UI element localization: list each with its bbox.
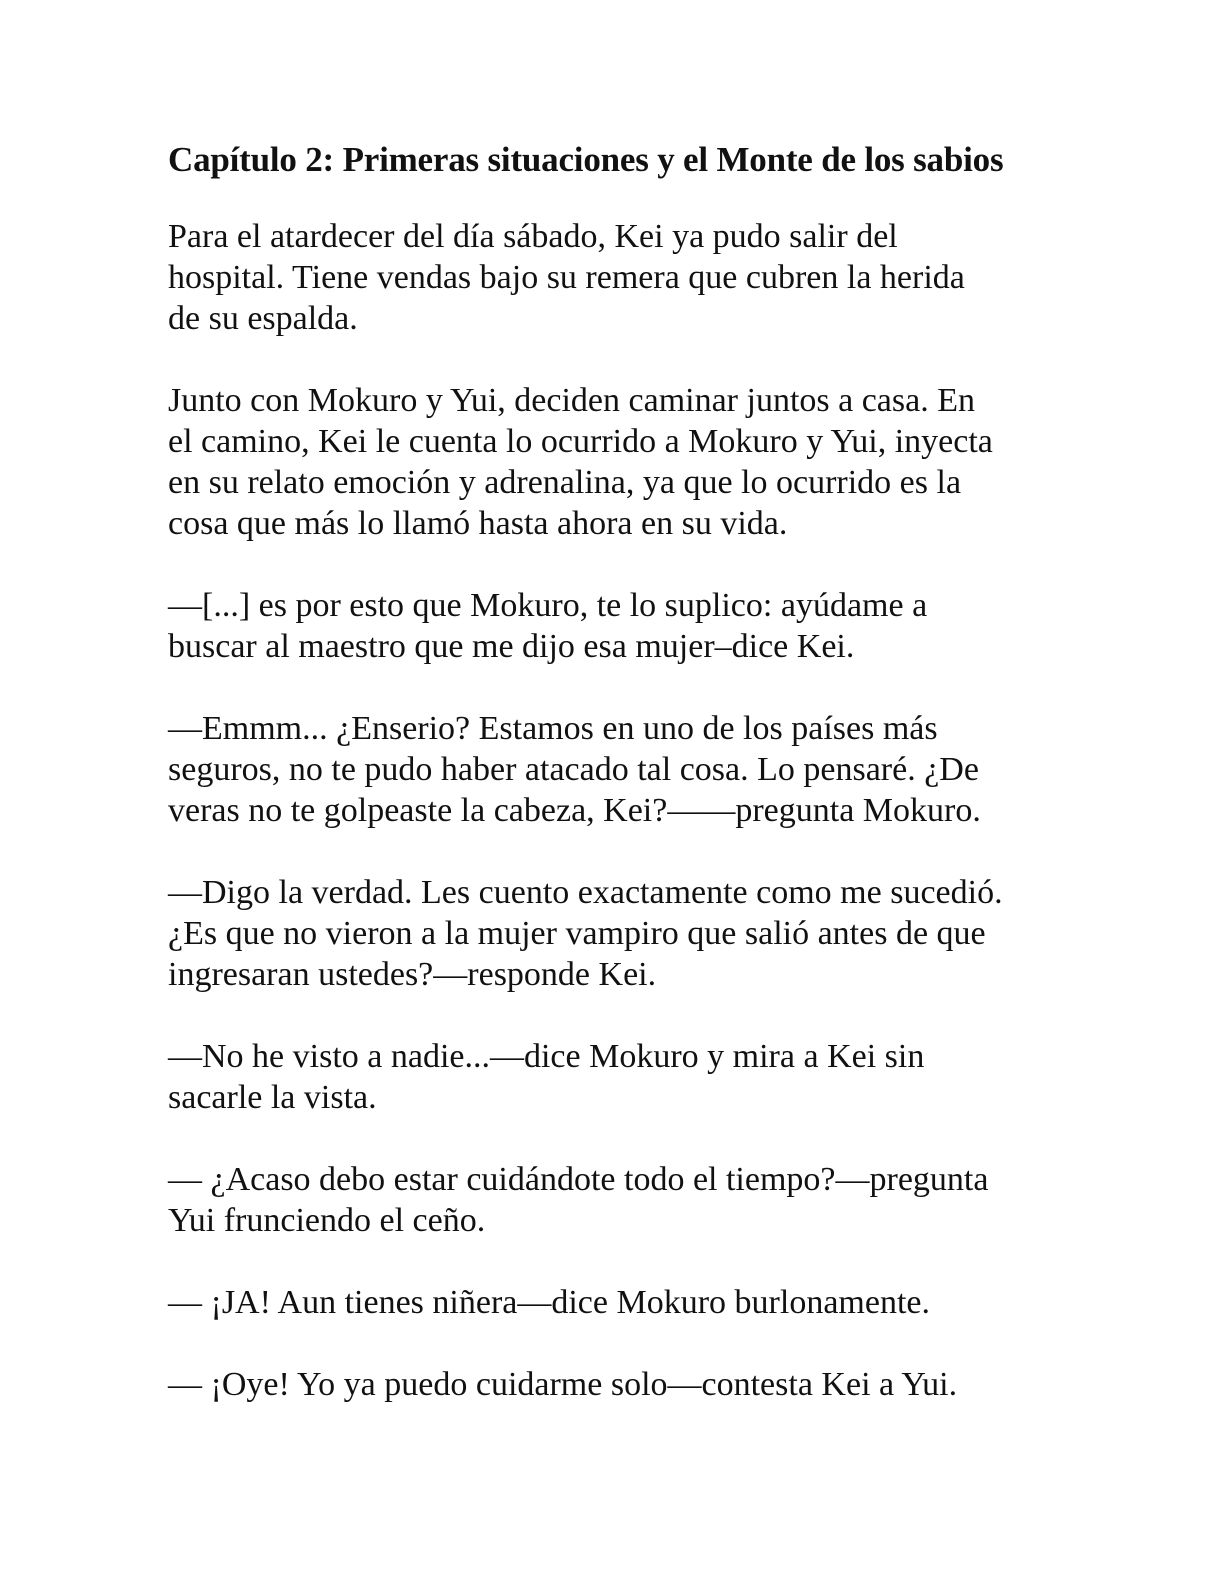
paragraph: —No he visto a nadie...—dice Mokuro y mira a Kei sin sacarle la vista. xyxy=(168,1038,925,1116)
paragraph: —Emmm... ¿Enserio? Estamos en uno de los países más seguros, no te pudo haber atacado tal cosa. Lo pensaré. ¿De veras no te golpeaste la cabeza, Kei?——pregunta Mokuro. xyxy=(168,710,981,829)
paragraph: Para el atardecer del día sábado, Kei ya pudo salir del hospital. Tiene vendas bajo su remera que cubren la herida de su espalda. xyxy=(168,218,965,337)
paragraph: —Digo la verdad. Les cuento exactamente como me sucedió. ¿Es que no vieron a la mujer vampiro que salió antes de que ingresaran ustedes?—responde Kei. xyxy=(168,874,1003,993)
paragraph: — ¡JA! Aun tienes niñera—dice Mokuro burlonamente. xyxy=(168,1284,930,1321)
chapter-title: Capítulo 2: Primeras situaciones y el Monte de los sabios xyxy=(168,140,1004,179)
document-page xyxy=(168,136,1068,1446)
paragraph: — ¿Acaso debo estar cuidándote todo el tiempo?—pregunta Yui frunciendo el ceño. xyxy=(168,1161,989,1239)
paragraph: Junto con Mokuro y Yui, deciden caminar juntos a casa. En el camino, Kei le cuenta lo ocurrido a Mokuro y Yui, inyecta en su relato emoción y adrenalina, ya que lo ocurrido es la cosa que más lo llamó hasta ahora en su vida. xyxy=(168,382,993,542)
paragraph: —[...] es por esto que Mokuro, te lo suplico: ayúdame a buscar al maestro que me dijo esa mujer–dice Kei. xyxy=(168,587,928,665)
paragraph: — ¡Oye! Yo ya puedo cuidarme solo—contesta Kei a Yui. xyxy=(168,1366,958,1403)
